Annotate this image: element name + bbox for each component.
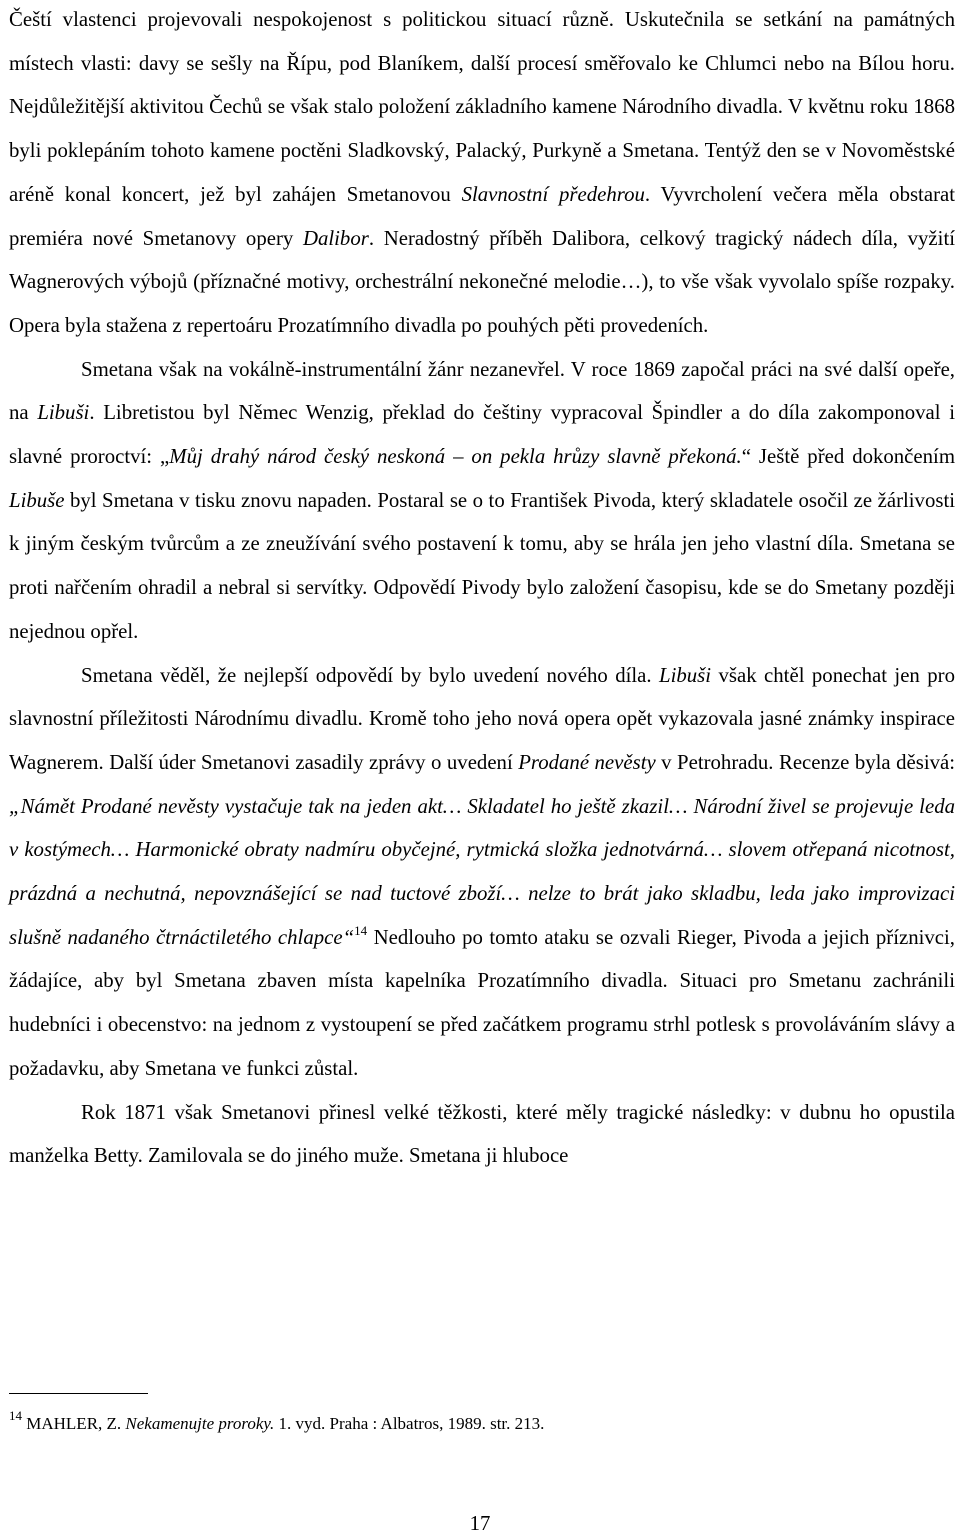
paragraph-1 [9,0,955,348]
italic-run: Slavnostní předehrou [461,182,645,206]
footnote-details: 1. vyd. Praha : Albatros, 1989. str. 213. [274,1414,545,1433]
italic-run: Dalibor [302,226,369,250]
italic-run: Můj drahý národ český neskoná – on pekla hrůzy slavně překoná. [169,445,742,469]
text-run: Nedlouho po tomto ataku se ozvali Rieger, Pivoda a jejich příznivci, žádajíce, aby byl Smetana zbaven místa kapelníka Prozatímního divadla. Situaci pro Smetanu zachránili hudebníci i obecenstvo: na jednom z vystoupení se před začátkem programu strhl potlesk s provoláváním slávy a požadavku, aby Smetana ve funkci zůstal. [9,925,956,1080]
body-text [9,0,955,1178]
footnote-number: 14 [9,1408,22,1423]
footnote-separator [9,1393,148,1394]
footnote [9,1408,949,1436]
text-run: Čeští vlastenci projevovali nespokojenost s politickou situací různě. Uskutečnila se setkání na památných místech vlasti: davy se sešly na Řípu, pod Blaníkem, další procesí směřovalo ke Chlumci nebo na Bílou horu. Nejdůležitější aktivitou Čechů se však stalo položení základního kamene Národního divadla. V květnu roku 1868 byli poklepáním tohoto kamene poctěni Sladkovský, Palacký, Purkyně a Smetana. Tentýž den se v Novoměstské aréně konal koncert, jež byl zahájen Smetanovou [9,8,955,206]
footnote-reference[interactable]: 14 [354,922,368,938]
paragraph-2 [9,348,955,654]
italic-run: Prodané nevěsty [518,750,656,774]
paragraph-3 [9,654,955,1091]
text-run: “ Ještě před dokončením [741,445,956,469]
italic-quote: „Námět Prodané nevěsty vystačuje tak na jeden akt… Skladatel ho ještě zkazil… Národní živel se projevuje leda v kostýmech… Harmonické obraty nadmíru obyčejné, rytmická složka jednotvárná… slovem otřepaná nicotnost, prázdná a nechutná, nepovznášející se nad tuctové zboží… nelze to brát jako skladbu, leda jako improvizaci slušně nadaného čtrnáctiletého chlapce“ [9,794,955,949]
text-run: . Neradostný příběh Dalibora, celkový tragický nádech díla, vyžití Wagnerových výbojů (příznačné motivy, orchestrální nekonečné melodie…), to vše však vyvolalo spíše rozpaky. Opera byla stažena z repertoáru Prozatímního divadla po pouhých pěti provedeních. [9,226,955,337]
footnote-title: Nekamenujte proroky. [125,1414,275,1433]
italic-run: Libuši [659,663,712,687]
footnote-author: MAHLER, Z. [22,1414,126,1433]
text-run: Smetana věděl, že nejlepší odpovědí by bylo uvedení nového díla. [81,663,660,687]
italic-run: Libuši [37,401,90,425]
text-run: byl Smetana v tisku znovu napaden. Postaral se o to František Pivoda, který skladatele osočil ze žárlivosti k jiným českým tvůrcům a ze zneužívání svého postavení k tomu, aby se hrála jen jeho vlastní díla. Smetana se proti nařčením ohradil a nebral si servítky. Odpovědí Pivody bylo založení časopisu, kde se do Smetany později nejednou opřel. [9,488,955,643]
text-run: v Petrohradu. Recenze byla děsivá: [655,750,956,774]
paragraph-4 [9,1091,955,1178]
text-run: . Libretistou byl Němec Wenzig, překlad do češtiny vypracoval Špindler a do díla zakomponoval i slavné proroctví: „ [9,401,955,469]
text-run: Smetana však na vokálně-instrumentální žánr nezanevřel. V roce 1869 započal práci na své další opeře, na [9,357,955,425]
text-run: Rok 1871 však Smetanovi přinesl velké těžkosti, které měly tragické následky: v dubnu ho opustila manželka Betty. Zamilovala se do jiného muže. Smetana ji hluboce [9,1100,955,1168]
page-number: 17 [469,1512,491,1535]
text-run: však chtěl ponechat jen pro slavnostní příležitosti Národnímu divadlu. Kromě toho jeho nová opera opět vykazovala jasné známky inspirace Wagnerem. Další úder Smetanovi zasadily zprávy o uvedení [9,663,955,774]
text-run: . Vyvrcholení večera měla obstarat premiéra nové Smetanovy opery [9,182,956,250]
italic-run: Libuše [9,488,65,512]
